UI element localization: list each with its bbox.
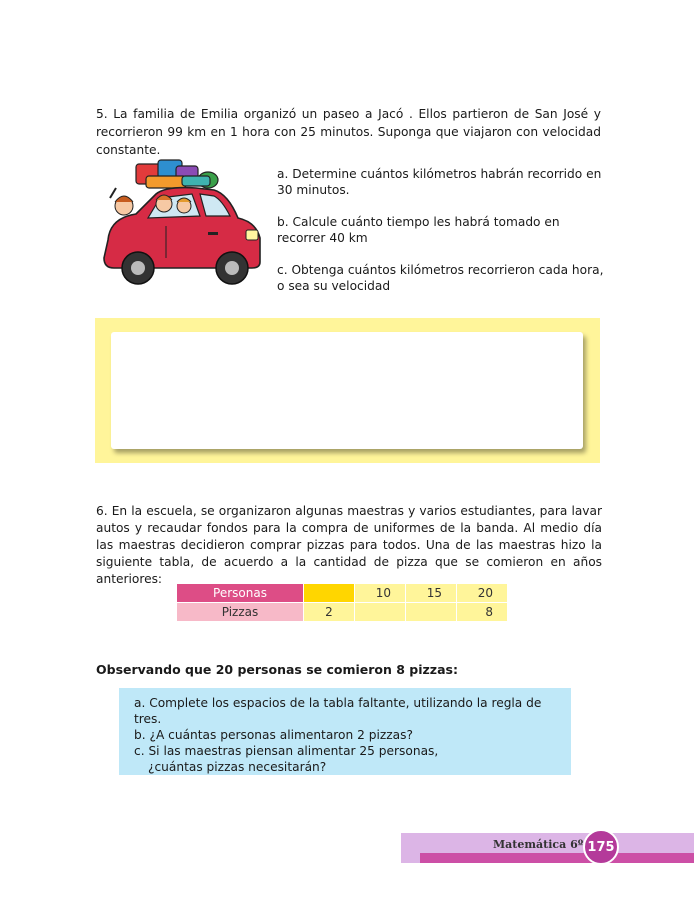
answer-area[interactable] xyxy=(111,332,583,449)
table-cell: 15 xyxy=(406,584,457,603)
footer-band-accent xyxy=(420,853,694,863)
page-number: 175 xyxy=(583,829,619,865)
table-cell: 20 xyxy=(457,584,508,603)
problem-5-questions xyxy=(277,166,607,310)
table-cell[interactable] xyxy=(406,603,457,622)
people-pizza-table xyxy=(176,583,508,622)
table-cell[interactable] xyxy=(355,603,406,622)
question-6c: c. Si las maestras piensan alimentar 25 personas, xyxy=(134,744,439,758)
question-5b: b. Calcule cuánto tiempo les habrá tomado en recorrer 40 km xyxy=(277,215,560,245)
question-5a: a. Determine cuántos kilómetros habrán recorrido en 30 minutos. xyxy=(277,167,602,197)
observation-title: Observando que 20 personas se comieron 8 pizzas: xyxy=(96,662,458,677)
footer-subject: Matemática 6º xyxy=(493,838,584,851)
table-cell[interactable] xyxy=(304,584,355,603)
row-label-personas: Personas xyxy=(177,584,304,603)
question-6c-cont: ¿cuántas pizzas necesitarán? xyxy=(148,760,327,774)
problem-5-intro: 5. La familia de Emilia organizó un paseo a Jacó . Ellos partieron de San José y recorrieron 99 km en 1 hora con 25 minutos. Suponga que viajaron con velocidad constante. xyxy=(96,107,601,158)
question-6a: a. Complete los espacios de la tabla faltante, utilizando la regla de tres. xyxy=(134,696,542,726)
table-row xyxy=(177,584,508,603)
table-cell: 10 xyxy=(355,584,406,603)
table-row xyxy=(177,603,508,622)
family-car-illustration xyxy=(96,158,266,290)
table-cell: 8 xyxy=(457,603,508,622)
question-6b: b. ¿A cuántas personas alimentaron 2 pizzas? xyxy=(134,728,413,742)
table-cell: 2 xyxy=(304,603,355,622)
problem-6-intro: 6. En la escuela, se organizaron algunas maestras y varios estudiantes, para lavar autos y recaudar fondos para la compra de uniformes de la banda. Al medio día las maestras decidieron comprar pizzas para todos. Una de las maestras hizo la siguiente tabla, de acuerdo a la cantidad de pizza que se comieron en años anteriores: xyxy=(96,504,602,587)
observation-questions-box xyxy=(119,688,571,775)
row-label-pizzas: Pizzas xyxy=(177,603,304,622)
question-5c: c. Obtenga cuántos kilómetros recorrieron cada hora, o sea su velocidad xyxy=(277,263,604,293)
